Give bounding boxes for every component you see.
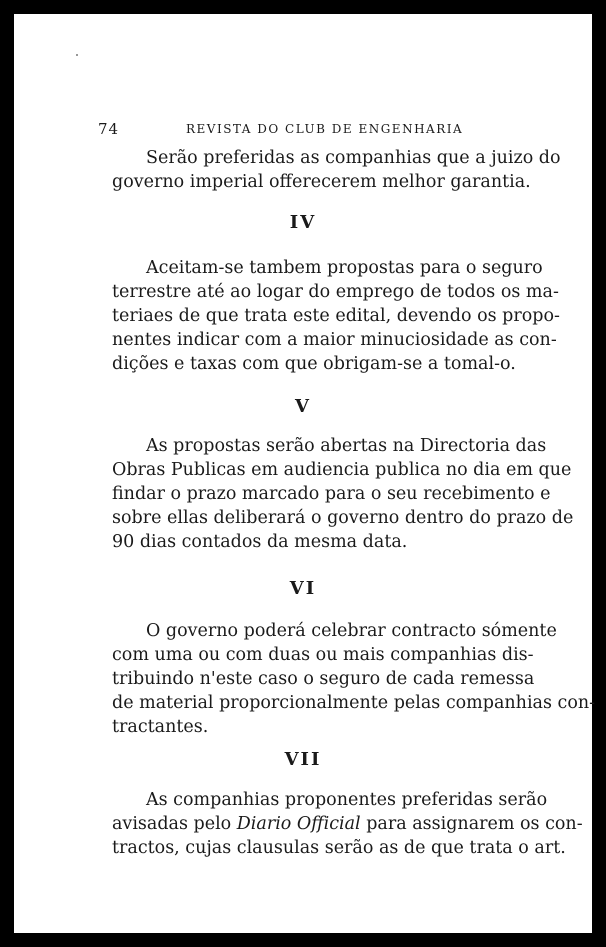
text-line: O governo poderá celebrar contracto sómente [146,621,557,641]
text-line: de material proporcionalmente pelas companhias con- [112,693,596,713]
text-line: As propostas serão abertas na Directoria das [146,436,547,456]
document-page [14,14,596,933]
text-line: governo imperial offerecerem melhor garantia. [112,172,531,192]
paragraph-section-vii [112,788,583,860]
text-line: As companhias proponentes preferidas serão [146,790,548,810]
text-fragment: para assignarem os con- [360,814,583,834]
text-line: 90 dias contados da mesma data. [112,532,408,552]
text-line: teriaes de que trata este edital, devendo os propo- [112,306,560,326]
text-line [112,812,583,836]
text-line: Serão preferidas as companhias que a juizo do [146,148,561,168]
italic-title: Diario Official [236,814,361,834]
text-line: tractantes. [112,717,209,737]
text-line: tribuindo n'este caso o seguro de cada remessa [112,669,535,689]
paragraph-intro [112,146,561,194]
text-line: com uma ou com duas ou mais companhias dis- [112,645,534,665]
text-line: sobre ellas deliberará o governo dentro do prazo de [112,508,574,528]
text-line: dições e taxas com que obrigam-se a tomal-o. [112,354,516,374]
paragraph-section-vi [112,619,596,739]
section-heading-v: V [295,396,311,417]
text-fragment: avisadas pelo [112,814,237,834]
running-head: REVISTA DO CLUB DE ENGENHARIA [186,122,464,136]
text-line: Obras Publicas em audiencia publica no dia em que [112,460,572,480]
text-line: terrestre até ao logar do emprego de todos os ma- [112,282,559,302]
section-heading-vi: VI [289,578,317,599]
text-line: Aceitam-se tambem propostas para o seguro [146,258,543,278]
text-line: findar o prazo marcado para o seu recebimento e [112,484,551,504]
text-line: nentes indicar com a maior minuciosidade as con- [112,330,557,350]
paper-speck [76,54,78,56]
paragraph-section-v [112,434,574,554]
section-heading-vii: VII [284,749,322,770]
page-header [14,120,592,140]
paragraph-section-iv [112,256,560,376]
section-heading-iv: IV [289,212,317,233]
page-number: 74 [98,120,120,138]
text-line: tractos, cujas clausulas serão as de que trata o art. [112,838,566,858]
